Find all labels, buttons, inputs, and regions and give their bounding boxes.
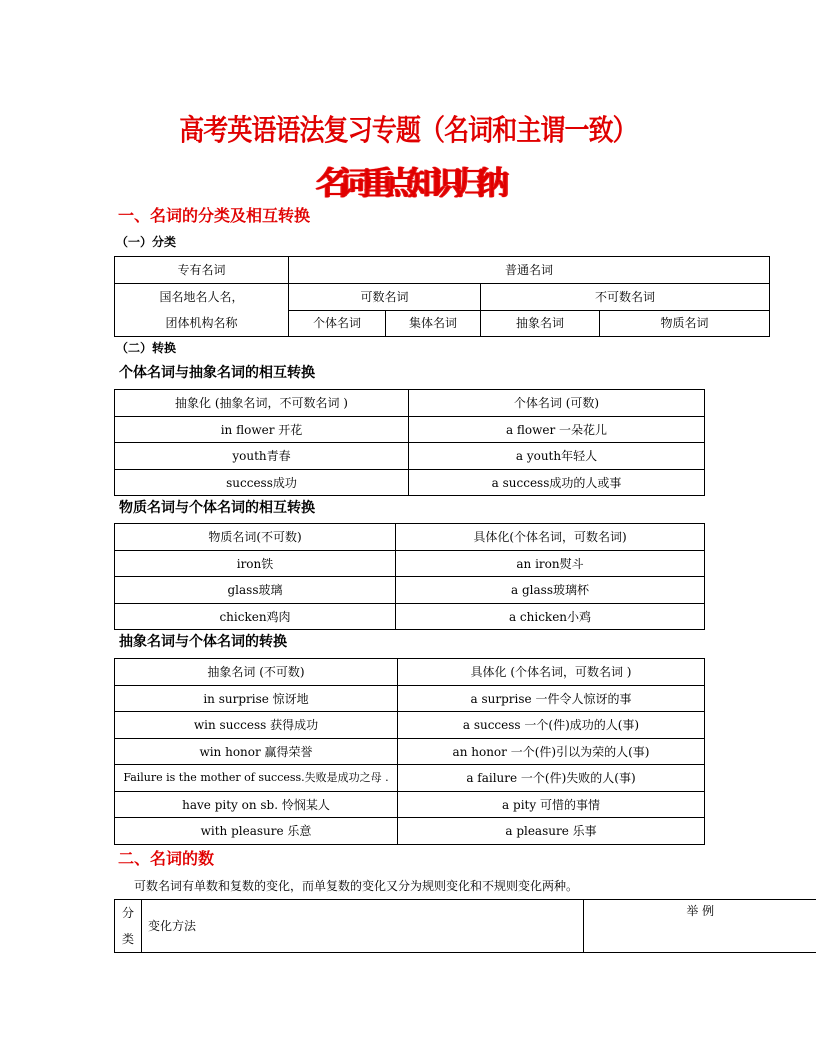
table-a-header-2: 个体名词 (可数) <box>409 390 705 417</box>
table-a-cell: youth青春 <box>115 443 409 470</box>
proper-noun-desc-line1: 国名地名人名， <box>159 290 244 304</box>
table-b-cell: an iron熨斗 <box>396 551 705 577</box>
table-b-cell: chicken鸡肉 <box>115 604 396 630</box>
table-a-cell: a youth年轻人 <box>409 443 705 470</box>
plural-rules-table <box>114 899 816 953</box>
table-a-heading: 个体名词与抽象名词的相互转换 <box>119 365 315 381</box>
document-subtitle: 名词重点知识归纳 <box>315 164 500 202</box>
uncountable-header: 不可数名词 <box>481 284 770 311</box>
table-a-cell: success成功 <box>115 470 409 496</box>
table-a-header-1: 抽象化 (抽象名词，不可数名词 ) <box>115 390 409 417</box>
table-c-cell: in surprise 惊讶地 <box>115 686 398 712</box>
table-c-cell: with pleasure 乐意 <box>115 818 398 845</box>
category-header-char-2: 类 <box>121 932 134 946</box>
table-b-header-2: 具体化(个体名词，可数名词) <box>396 524 705 551</box>
table-c-cell: have pity on sb. 怜悯某人 <box>115 792 398 818</box>
document-title: 高考英语语法复习专题（名词和主谓一致） <box>179 113 637 147</box>
category-column-header <box>115 900 142 953</box>
table-b-cell: iron铁 <box>115 551 396 577</box>
section2-intro: 可数名词有单数和复数的变化，而单复数的变化又分为规则变化和不规则变化两种。 <box>134 879 579 893</box>
individual-noun-cell: 个体名词 <box>289 310 386 337</box>
table-c-cell: an honor 一个(件)引以为荣的人(事) <box>398 739 705 765</box>
classification-table <box>114 256 770 337</box>
table-c-cell: a failure 一个(件)失败的人(事) <box>398 765 705 792</box>
table-b-cell: a glass玻璃杯 <box>396 577 705 604</box>
table-c-cell: win success 获得成功 <box>115 712 398 739</box>
category-header-char-1: 分 <box>121 906 134 920</box>
table-c-cell: a pleasure 乐事 <box>398 818 705 845</box>
table-b-cell: glass玻璃 <box>115 577 396 604</box>
proper-noun-desc <box>115 284 289 337</box>
table-c-cell: a pity 可惜的事情 <box>398 792 705 818</box>
table-c-header-2: 具体化 (个体名词，可数名词 ) <box>398 659 705 686</box>
countable-header: 可数名词 <box>289 284 481 311</box>
classification-label: （一）分类 <box>116 235 177 249</box>
common-noun-header: 普通名词 <box>289 257 770 284</box>
conversion-table-b <box>114 523 705 630</box>
table-c-cell: a surprise 一件令人惊讶的事 <box>398 686 705 712</box>
table-c-cell: a success 一个(件)成功的人(事) <box>398 712 705 739</box>
section1-heading: 一、名词的分类及相互转换 <box>118 206 311 225</box>
table-a-cell: in flower 开花 <box>115 417 409 443</box>
proper-noun-header: 专有名词 <box>115 257 289 284</box>
table-b-header-1: 物质名词(不可数) <box>115 524 396 551</box>
table-b-heading: 物质名词与个体名词的相互转换 <box>119 500 315 516</box>
example-column-header: 举 例 <box>584 900 816 953</box>
material-noun-cell: 物质名词 <box>600 310 770 337</box>
table-c-cell: win honor 赢得荣誉 <box>115 739 398 765</box>
conversion-table-c <box>114 658 705 845</box>
conversion-label: （二）转换 <box>116 341 177 355</box>
table-c-cell: Failure is the mother of success.失败是成功之母 . <box>115 765 398 792</box>
table-a-cell: a success成功的人或事 <box>409 470 705 496</box>
conversion-table-a <box>114 389 705 496</box>
table-b-cell: a chicken小鸡 <box>396 604 705 630</box>
section2-heading: 二、名词的数 <box>118 849 215 868</box>
collective-noun-cell: 集体名词 <box>386 310 481 337</box>
proper-noun-desc-line2: 团体机构名称 <box>165 316 238 330</box>
table-c-heading: 抽象名词与个体名词的转换 <box>119 634 287 650</box>
abstract-noun-cell: 抽象名词 <box>481 310 600 337</box>
table-a-cell: a flower 一朵花儿 <box>409 417 705 443</box>
table-c-header-1: 抽象名词 (不可数) <box>115 659 398 686</box>
method-column-header: 变化方法 <box>142 900 584 953</box>
